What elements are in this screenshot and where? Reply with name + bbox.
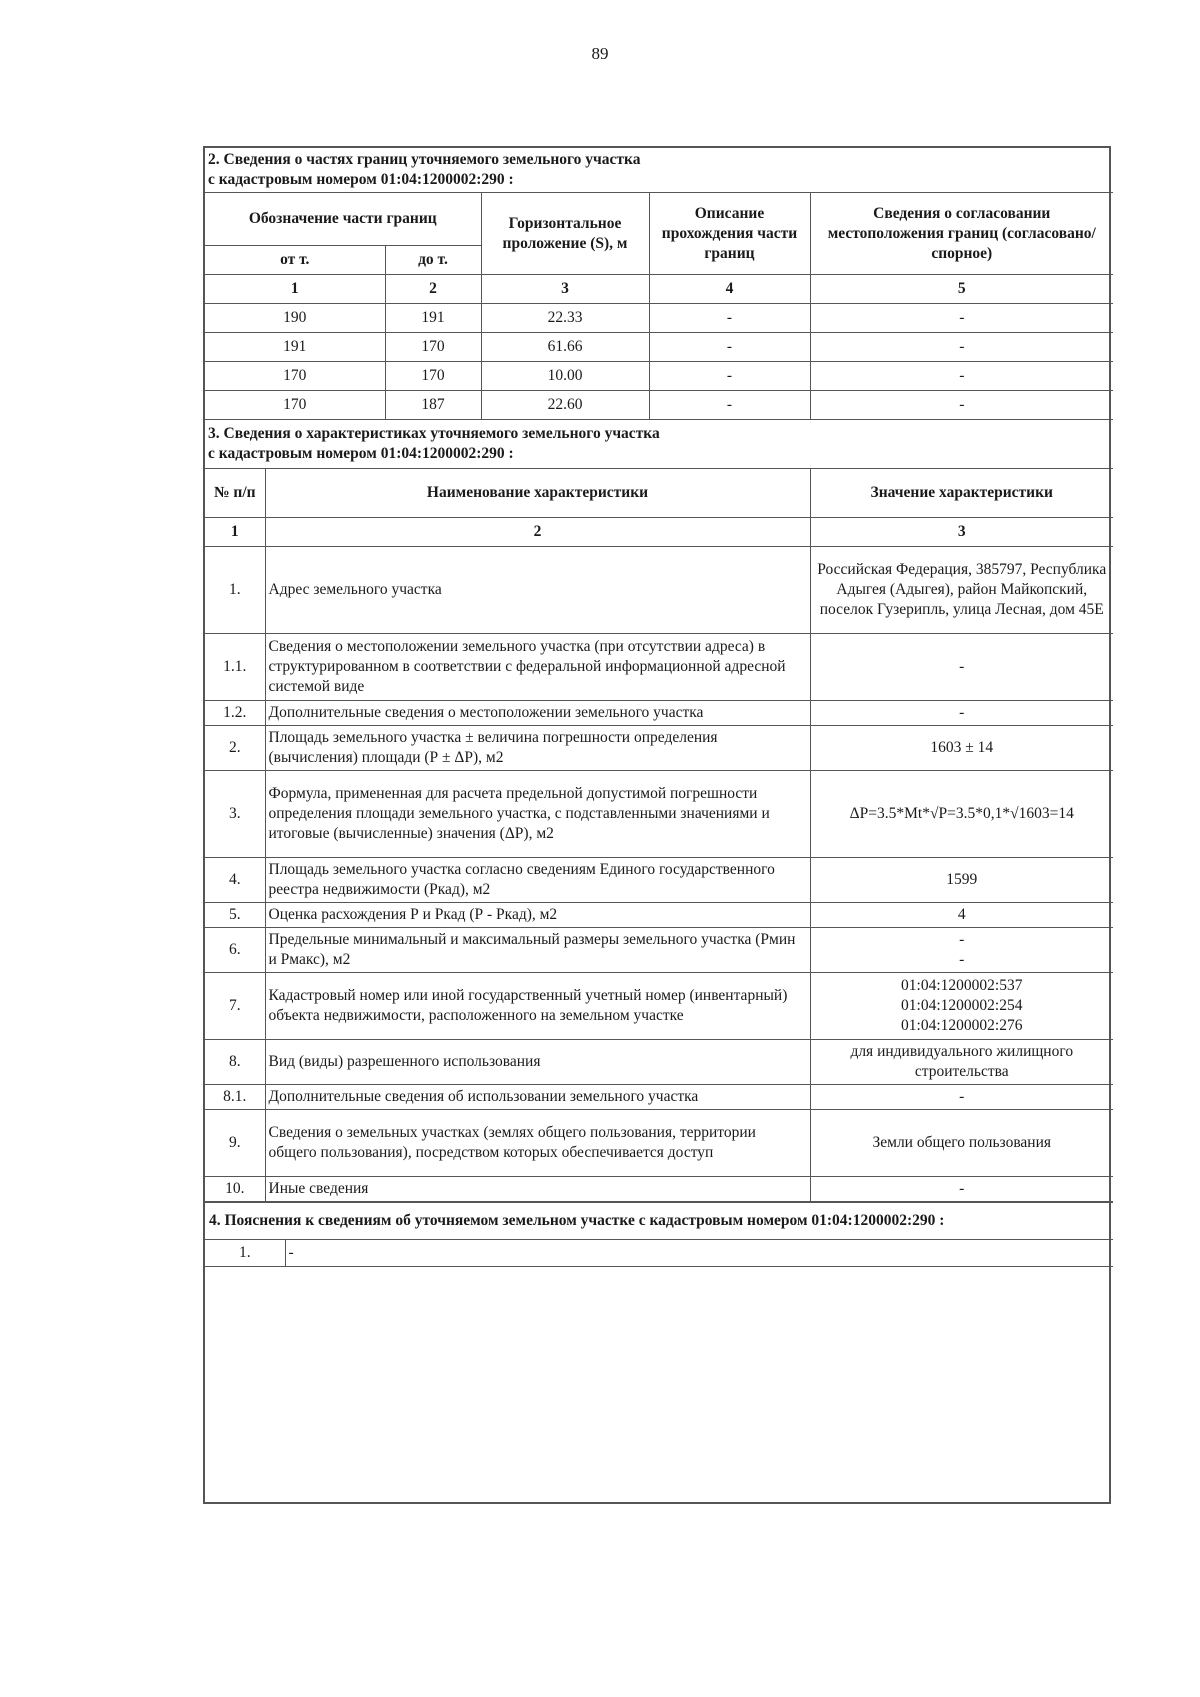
cell-name: Площадь земельного участка согласно сведениям Единого государственного реестра недвижимости (Ркад), м2	[265, 858, 810, 903]
section2-header-row	[205, 193, 1113, 246]
cell-name: Площадь земельного участка ± величина погрешности определения (вычисления) площади (Р ± ΔР), м2	[265, 726, 810, 771]
table-row	[205, 547, 1113, 634]
header-from: от т.	[205, 246, 385, 275]
section2-title-line2: с кадастровым номером 01:04:1200002:290 :	[208, 171, 514, 188]
cell-agreement: -	[810, 362, 1113, 391]
value-line: -	[959, 951, 965, 968]
header-num: № п/п	[205, 469, 265, 518]
cell-value: для индивидуального жилищного строительства	[810, 1040, 1113, 1085]
header-value: Значение характеристики	[810, 469, 1113, 518]
cadastral-number: 01:04:1200002:537	[901, 977, 1023, 994]
cell-name: Иные сведения	[265, 1177, 810, 1202]
cell-to: 191	[385, 304, 481, 333]
table-row	[205, 1110, 1113, 1177]
header-length: Горизонтальное проложение (S), м	[481, 193, 649, 275]
cell-value: 1599	[810, 858, 1113, 903]
section4-title-row	[205, 1203, 1113, 1240]
colnum: 1	[205, 518, 265, 547]
cell-num: 1.	[205, 1240, 285, 1267]
cell-num: 8.	[205, 1040, 265, 1085]
cell-value	[810, 928, 1113, 973]
cell-name: Кадастровый номер или иной государственный учетный номер (инвентарный) объекта недвижимости, расположенного на земельном участке	[265, 973, 810, 1040]
table-row	[205, 634, 1113, 701]
cell-num: 9.	[205, 1110, 265, 1177]
cell-num: 7.	[205, 973, 265, 1040]
colnum: 3	[810, 518, 1113, 547]
cell-agreement: -	[810, 333, 1113, 362]
cell-num: 4.	[205, 858, 265, 903]
cell-agreement: -	[810, 304, 1113, 333]
cell-value: ΔР=3.5*Mt*√P=3.5*0,1*√1603=14	[810, 771, 1113, 858]
cell-num: 10.	[205, 1177, 265, 1202]
header-to: до т.	[385, 246, 481, 275]
cell-name: Сведения о местоположении земельного участка (при отсутствии адреса) в структурированном в соответствии с федеральной информационной адресной системой виде	[265, 634, 810, 701]
cell-num: 2.	[205, 726, 265, 771]
cell-value: -	[810, 1085, 1113, 1110]
table-row	[205, 304, 1113, 333]
colnum: 4	[649, 275, 810, 304]
cell-name: Дополнительные сведения о местоположении земельного участка	[265, 701, 810, 726]
table-row	[205, 903, 1113, 928]
cell-length: 22.33	[481, 304, 649, 333]
page-number: 89	[591, 44, 609, 63]
cell-length: 10.00	[481, 362, 649, 391]
section3-title-line2: с кадастровым номером 01:04:1200002:290 :	[208, 445, 514, 462]
cell-from: 170	[205, 391, 385, 420]
section3-title-row	[205, 420, 1113, 469]
section4-title: 4. Пояснения к сведениям об уточняемом земельном участке с кадастровым номером 01:04:1200002:290 :	[205, 1203, 1113, 1240]
cell-value: 4	[810, 903, 1113, 928]
header-description: Описание прохождения части границ	[649, 193, 810, 275]
cell-num: 3.	[205, 771, 265, 858]
cell-description: -	[649, 333, 810, 362]
cell-value: -	[810, 1177, 1113, 1202]
cell-from: 191	[205, 333, 385, 362]
cell-value: -	[810, 701, 1113, 726]
cell-to: 170	[385, 333, 481, 362]
cell-name: Адрес земельного участка	[265, 547, 810, 634]
cell-name: Сведения о земельных участках (землях общего пользования, территории общего пользования), посредством которых обеспечивается доступ	[265, 1110, 810, 1177]
cell-from: 190	[205, 304, 385, 333]
section3-header-row	[205, 469, 1113, 518]
cell-description: -	[649, 362, 810, 391]
table-row	[205, 726, 1113, 771]
boundary-parts-table	[205, 148, 1113, 420]
colnum: 3	[481, 275, 649, 304]
cell-description: -	[649, 391, 810, 420]
cell-to: 187	[385, 391, 481, 420]
cell-value	[810, 973, 1113, 1040]
cell-value: Российская Федерация, 385797, Республика Адыгея (Адыгея), район Майкопский, поселок Гузерипль, улица Лесная, дом 45Е	[810, 547, 1113, 634]
table-row	[205, 973, 1113, 1040]
cell-num: 1.1.	[205, 634, 265, 701]
cell-num: 8.1.	[205, 1085, 265, 1110]
section2-title-row	[205, 148, 1113, 193]
cell-num: 6.	[205, 928, 265, 973]
table-row	[205, 362, 1113, 391]
cell-agreement: -	[810, 391, 1113, 420]
table-row	[205, 1177, 1113, 1202]
table-row	[205, 1085, 1113, 1110]
table-row	[205, 701, 1113, 726]
cell-text: -	[285, 1240, 1113, 1267]
characteristics-table	[205, 420, 1113, 1202]
colnum: 1	[205, 275, 385, 304]
table-row	[205, 771, 1113, 858]
colnum: 2	[385, 275, 481, 304]
section2-title	[205, 148, 1113, 193]
cell-description: -	[649, 304, 810, 333]
section2-title-line1: 2. Сведения о частях границ уточняемого земельного участка	[208, 151, 641, 168]
cell-to: 170	[385, 362, 481, 391]
notes-blank-area	[205, 1267, 1109, 1441]
section3-colnum-row	[205, 518, 1113, 547]
cell-name: Дополнительные сведения об использовании земельного участка	[265, 1085, 810, 1110]
cell-length: 61.66	[481, 333, 649, 362]
document-frame	[203, 146, 1111, 1504]
colnum: 2	[265, 518, 810, 547]
header-agreement: Сведения о согласовании местоположения границ (согласовано/спорное)	[810, 193, 1113, 275]
section2-colnum-row	[205, 275, 1113, 304]
cell-num: 5.	[205, 903, 265, 928]
table-row	[205, 1240, 1113, 1267]
cell-value: -	[810, 634, 1113, 701]
cell-value: 1603 ± 14	[810, 726, 1113, 771]
table-row	[205, 333, 1113, 362]
cell-name: Формула, примененная для расчета предельной допустимой погрешности определения площади земельного участка, с подставленными значениями и итоговые (вычисленные) значения (ΔР), м2	[265, 771, 810, 858]
cell-num: 1.2.	[205, 701, 265, 726]
cell-name: Оценка расхождения Р и Ркад (Р - Ркад), м2	[265, 903, 810, 928]
cell-name: Предельные минимальный и максимальный размеры земельного участка (Рмин и Рмакс), м2	[265, 928, 810, 973]
table-row	[205, 858, 1113, 903]
value-line: -	[959, 931, 965, 948]
table-row	[205, 928, 1113, 973]
cell-from: 170	[205, 362, 385, 391]
cadastral-number: 01:04:1200002:276	[901, 1017, 1023, 1034]
header-boundary: Обозначение части границ	[205, 193, 481, 246]
cadastral-number: 01:04:1200002:254	[901, 997, 1023, 1014]
header-name: Наименование характеристики	[265, 469, 810, 518]
explanations-table	[205, 1202, 1113, 1267]
cell-num: 1.	[205, 547, 265, 634]
section3-title	[205, 420, 1113, 469]
cell-value: Земли общего пользования	[810, 1110, 1113, 1177]
section3-title-line1: 3. Сведения о характеристиках уточняемого земельного участка	[208, 425, 660, 442]
table-row	[205, 391, 1113, 420]
cell-length: 22.60	[481, 391, 649, 420]
cell-name: Вид (виды) разрешенного использования	[265, 1040, 810, 1085]
table-row	[205, 1040, 1113, 1085]
colnum: 5	[810, 275, 1113, 304]
